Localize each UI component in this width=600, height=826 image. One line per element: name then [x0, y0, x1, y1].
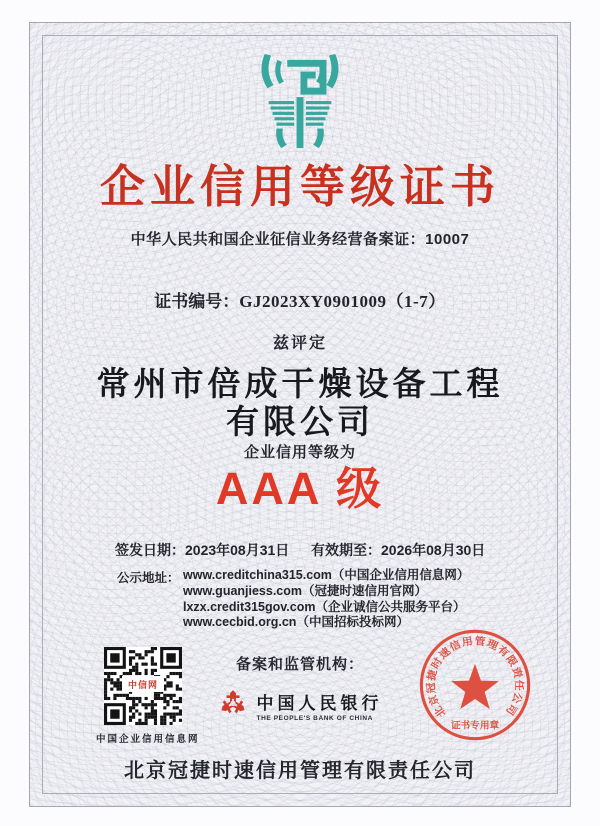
- certificate-title: 企业信用等级证书: [99, 161, 500, 212]
- pboc-name-cn: 中国人民银行: [256, 694, 383, 713]
- valid-until-date: 有效期至：2026年08月30日: [311, 542, 486, 558]
- guanjie-logo-icon: [241, 54, 359, 152]
- credit-grade: AAA 级: [215, 463, 385, 514]
- qr-caption: 中国企业信用信息网: [96, 734, 200, 745]
- publicity-site-list: [183, 568, 469, 631]
- publicity-site: www.cecbid.org.cn（中国招标投标网）: [183, 615, 409, 630]
- issuer-name: 北京冠捷时速信用管理有限责任公司: [124, 760, 476, 782]
- seal-bottom-text: 证书专用章: [450, 720, 500, 732]
- certificate-number-label: 证书编号：: [154, 292, 240, 311]
- company-name-line2: 有限公司: [226, 405, 374, 441]
- publicity-label: 公示地址：: [117, 571, 180, 585]
- qr-center-logo: 中信网: [122, 676, 164, 692]
- regulator-label: 备案和监管机构：: [235, 656, 364, 673]
- company-name-line1: 常州市倍成干燥设备工程: [96, 367, 504, 403]
- seal-star-icon: [451, 664, 499, 709]
- publicity-site: www.guanjiess.com（冠捷时速信用官网）: [183, 583, 428, 598]
- certificate-number-line: [0, 287, 600, 312]
- seal-ring-text: 北京冠捷时速信用管理有限责任公司: [426, 636, 524, 719]
- publicity-site: lxzx.credit315gov.com（企业诚信公共服务平台）: [183, 599, 466, 614]
- certificate-number-value: GJ2023XY0901009（1-7）: [239, 292, 446, 311]
- assessment-intro: 兹评定: [272, 335, 327, 352]
- issue-date: 签发日期：2023年08月31日: [115, 542, 290, 558]
- pboc-emblem-icon: [218, 688, 248, 723]
- filing-license-line: 中华人民共和国企业征信业务经营备案证：10007: [130, 231, 470, 248]
- pboc-name: [257, 689, 383, 722]
- company-seal: [417, 627, 533, 743]
- publicity-site: www.creditchina315.com（中国企业信用信息网）: [183, 568, 470, 582]
- grade-label: 企业信用等级为: [243, 444, 356, 461]
- pboc-name-en: THE PEOPLE'S BANK OF CHINA: [256, 715, 373, 722]
